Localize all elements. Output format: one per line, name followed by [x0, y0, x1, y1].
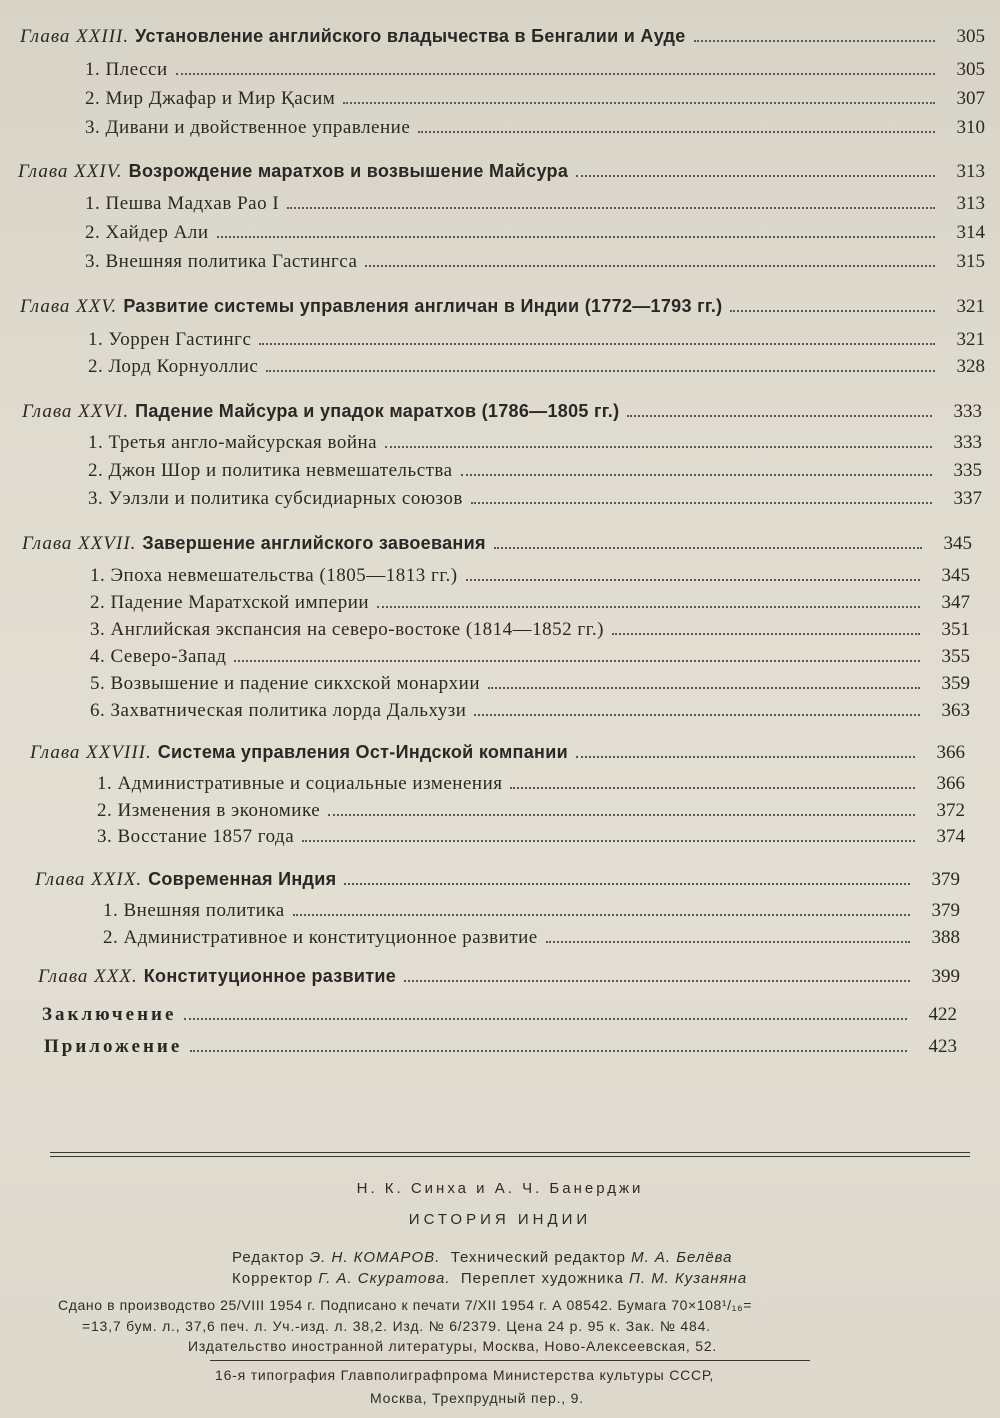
extra-title: Заключение [42, 1004, 177, 1025]
toc-conclusion [42, 1004, 957, 1026]
section-title: 6. Захватническая политика лорда Дальхузи [90, 700, 467, 721]
extra-title: Приложение [44, 1036, 183, 1057]
page-number: 328 [956, 356, 985, 377]
chapter-title: Развитие системы управления англичан в Индии (1772—1793 гг.) [123, 296, 723, 316]
printing-house-line: 16-я типография Главполиграфпрома Министерства культуры СССР, [215, 1367, 715, 1383]
chapter-label: Глава XXV. [20, 296, 118, 317]
toc-appendix [44, 1036, 957, 1058]
section-title: 2. Лорд Корнуоллис [88, 356, 259, 377]
page-number: 366 [936, 742, 965, 763]
section-title: 2. Административное и конституционное развитие [103, 927, 538, 948]
page-number: 315 [956, 251, 985, 272]
chapter-label: Глава XXX. [38, 966, 138, 987]
page-number: 363 [941, 700, 970, 721]
toc-chapter-30 [38, 966, 960, 988]
page-number: 321 [956, 296, 985, 317]
page-number: 333 [953, 401, 982, 422]
toc-section [103, 900, 960, 922]
toc-section [90, 673, 970, 695]
toc-section [88, 460, 982, 482]
page-number: 335 [953, 460, 982, 481]
section-title: 3. Внешняя политика Гастингса [85, 251, 358, 272]
section-title: 4. Северо-Запад [90, 646, 227, 667]
toc-chapter-29 [35, 869, 960, 891]
toc-chapter-23 [20, 26, 985, 48]
page-number: 372 [936, 800, 965, 821]
authors: Н. К. Синха и А. Ч. Банерджи [356, 1180, 644, 1197]
toc-section [88, 488, 982, 510]
toc-section [97, 800, 965, 822]
section-title: 2. Падение Маратхской империи [90, 592, 370, 613]
toc-section [85, 222, 985, 244]
toc-section [85, 117, 985, 139]
section-title: 1. Третья англо-майсурская война [88, 432, 378, 453]
toc-section [88, 356, 985, 378]
page-number: 333 [953, 432, 982, 453]
page-number: 422 [928, 1004, 957, 1025]
toc-section [90, 592, 970, 614]
chapter-label: Глава XXIII. [20, 26, 130, 47]
section-title: 1. Плесси [85, 59, 168, 80]
page-number: 399 [931, 966, 960, 987]
section-title: 5. Возвышение и падение сикхской монархии [90, 673, 480, 694]
toc-section [85, 59, 985, 81]
page-number: 345 [943, 533, 972, 554]
page-number: 359 [941, 673, 970, 694]
page-number: 305 [956, 26, 985, 47]
page-number: 307 [956, 88, 985, 109]
book-title: ИСТОРИЯ ИНДИИ [408, 1211, 592, 1228]
toc-section [85, 251, 985, 273]
section-title: 3. Уэлзли и политика субсидиарных союзов [88, 488, 463, 509]
page-number: 305 [956, 59, 985, 80]
chapter-label: Глава XXIX. [35, 869, 143, 890]
page-number: 351 [941, 619, 970, 640]
toc-section [88, 432, 982, 454]
section-title: 2. Мир Джафар и Мир Қасим [85, 88, 336, 109]
production-line: Сдано в производство 25/VIII 1954 г. Подписано к печати 7/XII 1954 г. А 08542. Бумага 70×108¹/₁₆= [58, 1297, 753, 1313]
section-title: 1. Уоррен Гастингс [88, 329, 252, 350]
section-title: 1. Административные и социальные изменения [97, 773, 503, 794]
chapter-title: Конституционное развитие [143, 966, 397, 986]
divider [50, 1156, 970, 1157]
page-number: 388 [931, 927, 960, 948]
print-details-line: =13,7 бум. л., 37,6 печ. л. Уч.-изд. л. 38,2. Изд. № 6/2379. Цена 24 р. 95 к. Зак. № 484. [82, 1318, 711, 1334]
publisher-line: Издательство иностранной литературы, Москва, Ново-Алексеевская, 52. [188, 1338, 718, 1354]
chapter-title: Завершение английского завоевания [142, 533, 486, 553]
toc-section [90, 619, 970, 641]
chapter-title: Система управления Ост-Индской компании [157, 742, 568, 762]
page-number: 347 [941, 592, 970, 613]
page-number: 423 [928, 1036, 957, 1057]
divider [50, 1152, 970, 1153]
toc-chapter-28 [30, 742, 965, 764]
page-number: 310 [956, 117, 985, 138]
section-title: 1. Внешняя политика [103, 900, 285, 921]
chapter-title: Возрождение маратхов и возвышение Майсура [128, 161, 569, 181]
chapter-title: Установление английского владычества в Бенгалии и Ауде [135, 26, 686, 46]
page-number: 374 [936, 826, 965, 847]
chapter-title: Современная Индия [148, 869, 337, 889]
chapter-label: Глава XXIV. [18, 161, 123, 182]
chapter-label: Глава XXVIII. [30, 742, 152, 763]
toc-section [90, 565, 970, 587]
toc-chapter-27 [22, 533, 972, 555]
page-number: 345 [941, 565, 970, 586]
chapter-title: Падение Майсура и упадок маратхов (1786—1805 гг.) [135, 401, 620, 421]
section-title: 3. Восстание 1857 года [97, 826, 295, 847]
toc-section [90, 646, 970, 668]
chapter-label: Глава XXVII. [22, 533, 137, 554]
page-number: 366 [936, 773, 965, 794]
toc-section [97, 826, 965, 848]
section-title: 1. Пешва Мадхав Рао I [85, 193, 280, 214]
section-title: 3. Дивани и двойственное управление [85, 117, 411, 138]
toc-section [85, 88, 985, 110]
page-number: 313 [956, 193, 985, 214]
page-number: 337 [953, 488, 982, 509]
corrector-line: Корректор Г. А. Скуратова. Переплет художника П. М. Кузаняна [232, 1270, 748, 1287]
toc-section [97, 773, 965, 795]
printing-address-line: Москва, Трехпрудный пер., 9. [370, 1390, 584, 1406]
toc-section [88, 329, 985, 351]
page-number: 379 [931, 900, 960, 921]
section-title: 2. Изменения в экономике [97, 800, 321, 821]
section-title: 2. Хайдер Али [85, 222, 209, 243]
toc-chapter-26 [22, 401, 982, 423]
editor-line: Редактор Э. Н. КОМАРОВ. Технический редактор М. А. Белёва [232, 1249, 733, 1266]
page-number: 313 [956, 161, 985, 182]
section-title: 1. Эпоха невмешательства (1805—1813 гг.) [90, 565, 458, 586]
toc-section [90, 700, 970, 722]
toc-chapter-24 [18, 161, 985, 183]
divider [210, 1360, 810, 1361]
section-title: 3. Английская экспансия на северо-востоке (1814—1852 гг.) [90, 619, 604, 640]
toc-section [103, 927, 960, 949]
toc-section [85, 193, 985, 215]
section-title: 2. Джон Шор и политика невмешательства [88, 460, 453, 481]
page-number: 379 [931, 869, 960, 890]
page-number: 355 [941, 646, 970, 667]
page-number: 314 [956, 222, 985, 243]
page-number: 321 [956, 329, 985, 350]
chapter-label: Глава XXVI. [22, 401, 130, 422]
toc-chapter-25 [20, 296, 985, 318]
